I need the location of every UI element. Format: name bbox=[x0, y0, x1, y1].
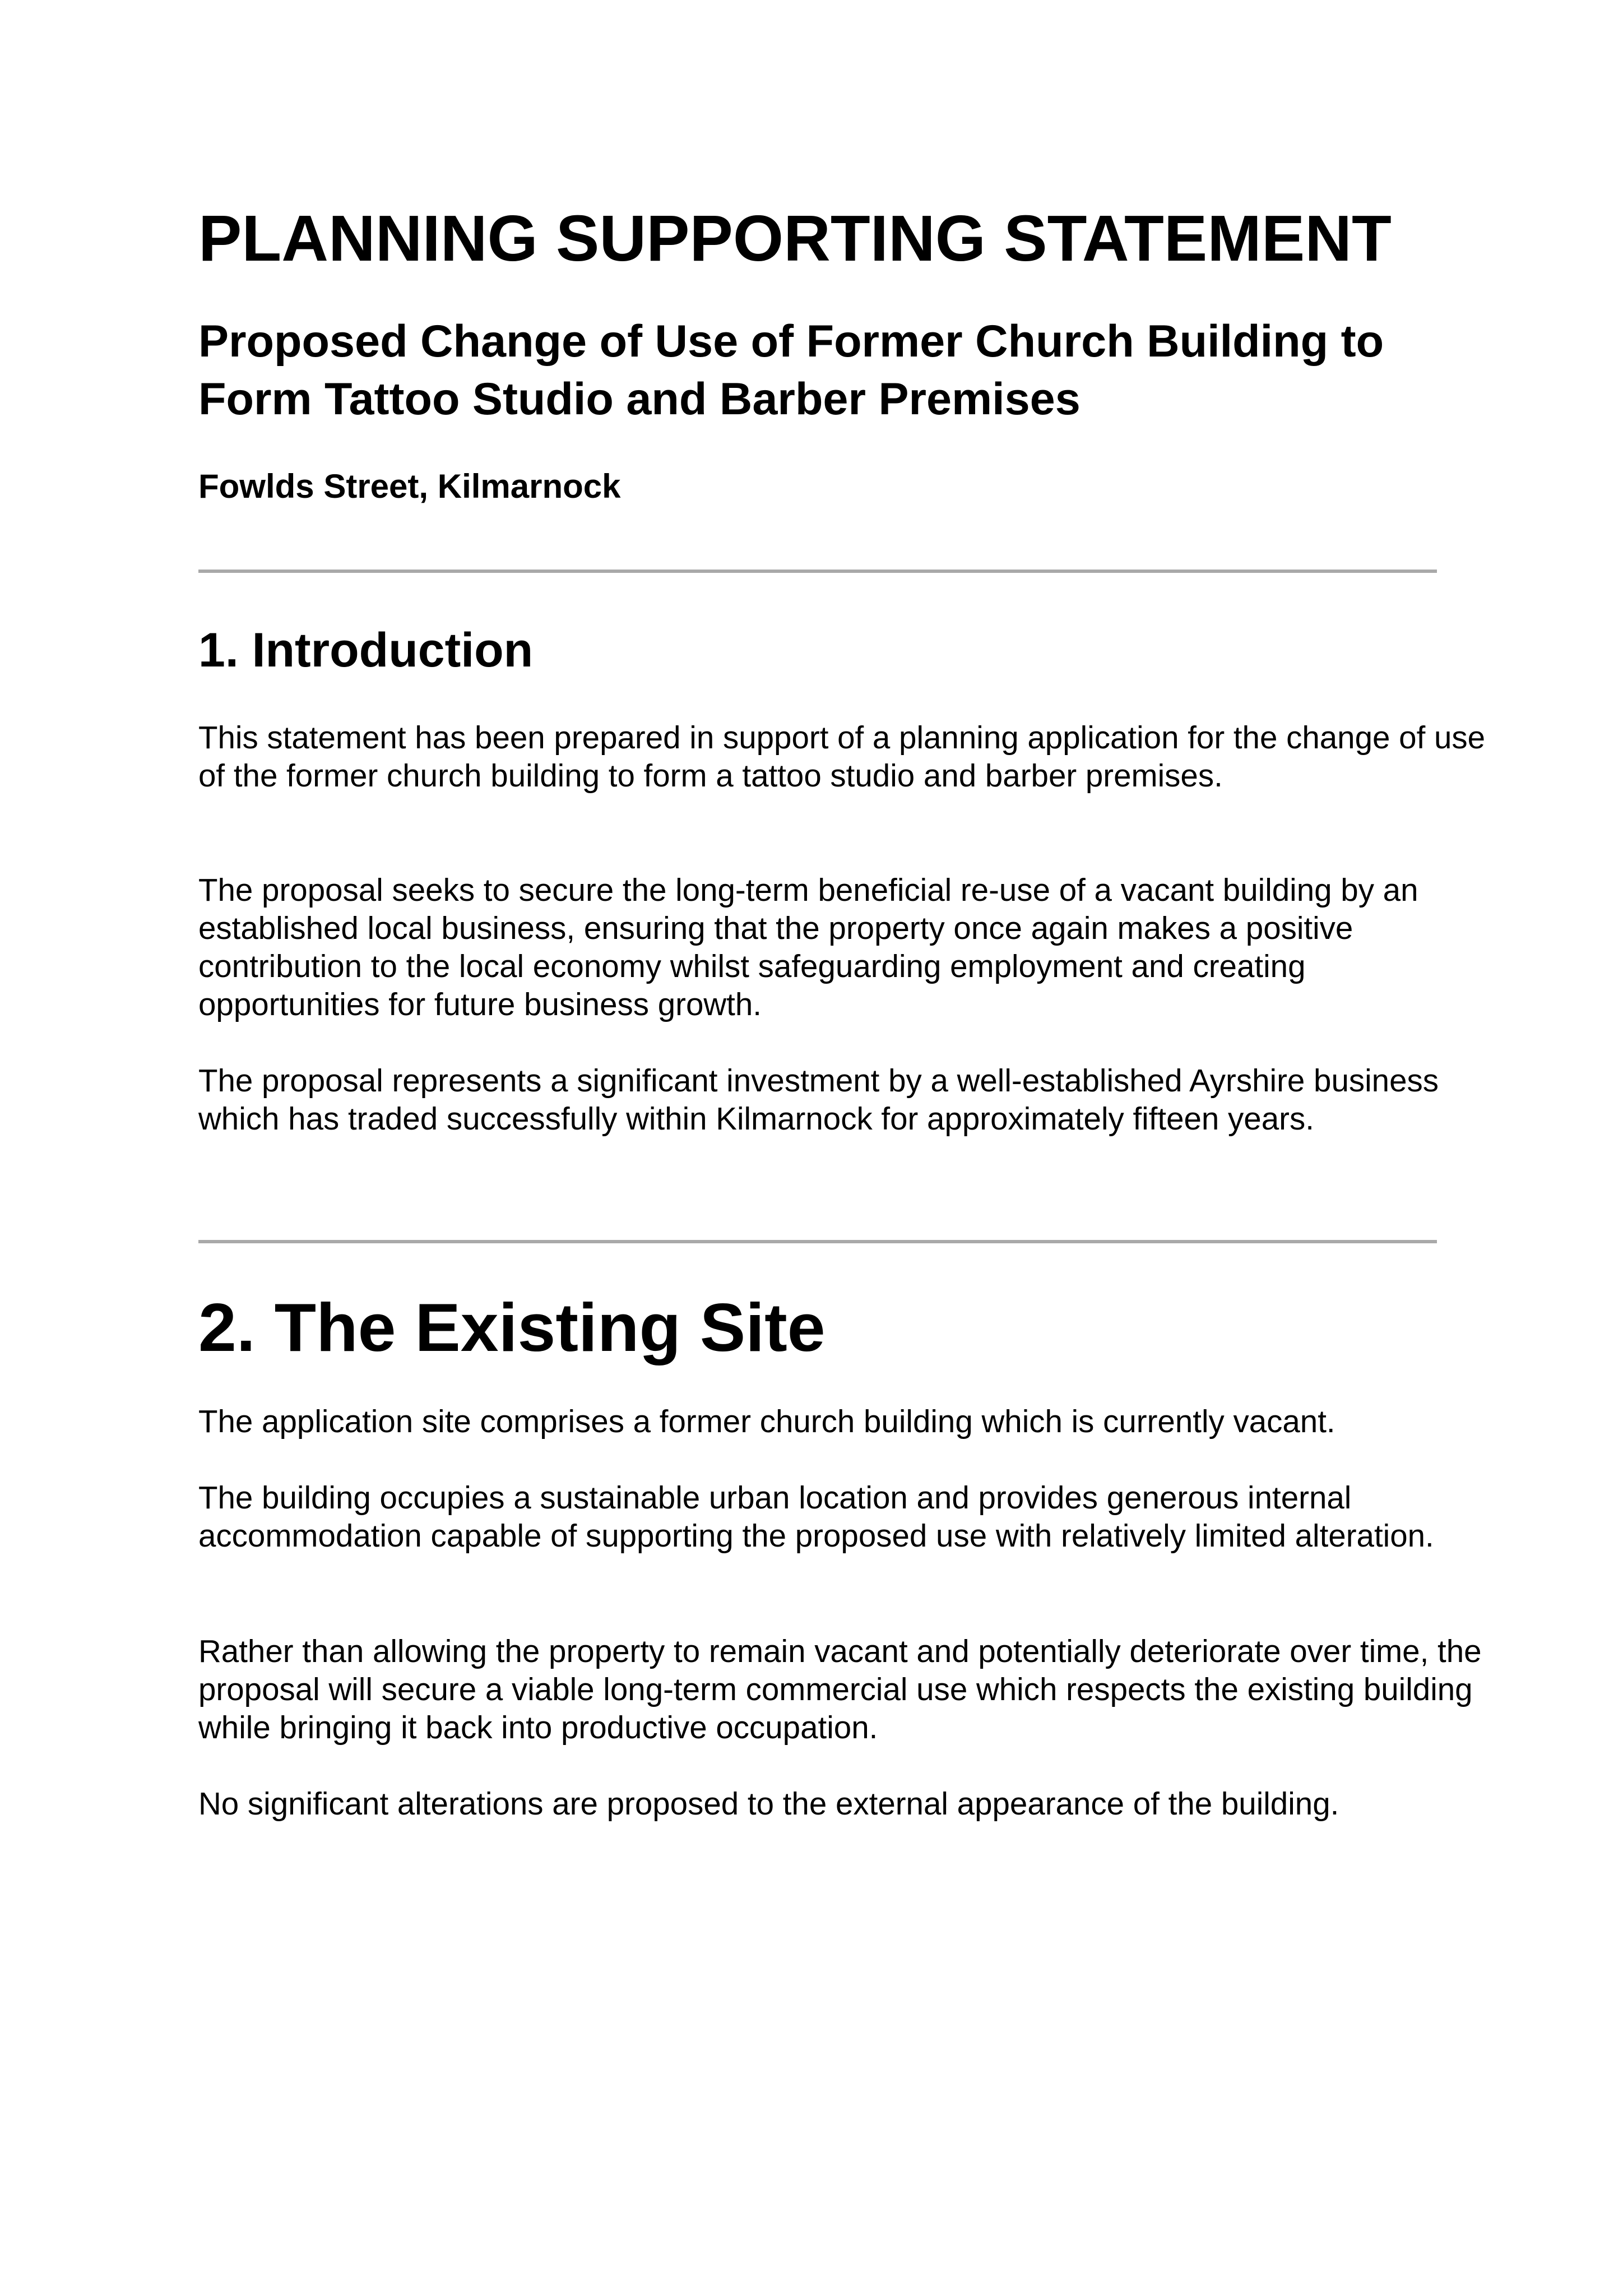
existing-site-paragraph: The building occupies a sustainable urban location and provides generous internal accommodation capable of supporting the proposed use with relatively limited alteration. bbox=[198, 1480, 1434, 1553]
existing-site-paragraph: The application site comprises a former church building which is currently vacant. bbox=[198, 1404, 1336, 1439]
document-title: PLANNING SUPPORTING STATEMENT bbox=[198, 202, 1392, 275]
introduction-paragraph: The proposal seeks to secure the long-term beneficial re-use of a vacant building by an established local business, ensuring that the property once again makes a positive contribution to the local economy whilst safeguarding employment and creating opportunities for future business growth. bbox=[198, 872, 1418, 1022]
introduction-paragraph: This statement has been prepared in support of a planning application for the change of use of the former church building to form a tattoo studio and barber premises. bbox=[198, 720, 1486, 793]
document-subtitle: Proposed Change of Use of Former Church Building to Form Tattoo Studio and Barber Premises bbox=[198, 316, 1384, 424]
section-divider bbox=[198, 1240, 1437, 1243]
existing-site-paragraph: No significant alterations are proposed to the external appearance of the building. bbox=[198, 1786, 1339, 1821]
section-heading-introduction: 1. Introduction bbox=[198, 623, 534, 677]
section-divider bbox=[198, 570, 1437, 573]
site-location: Fowlds Street, Kilmarnock bbox=[198, 467, 621, 505]
introduction-paragraph: The proposal represents a significant investment by a well-established Ayrshire business which has traded successfully within Kilmarnock for approximately fifteen years. bbox=[198, 1063, 1439, 1136]
section-heading-existing-site: 2. The Existing Site bbox=[198, 1289, 826, 1365]
existing-site-paragraph: Rather than allowing the property to remain vacant and potentially deteriorate over time, the proposal will secure a viable long-term commercial use which respects the existing building while bringing it back into productive occupation. bbox=[198, 1633, 1482, 1745]
